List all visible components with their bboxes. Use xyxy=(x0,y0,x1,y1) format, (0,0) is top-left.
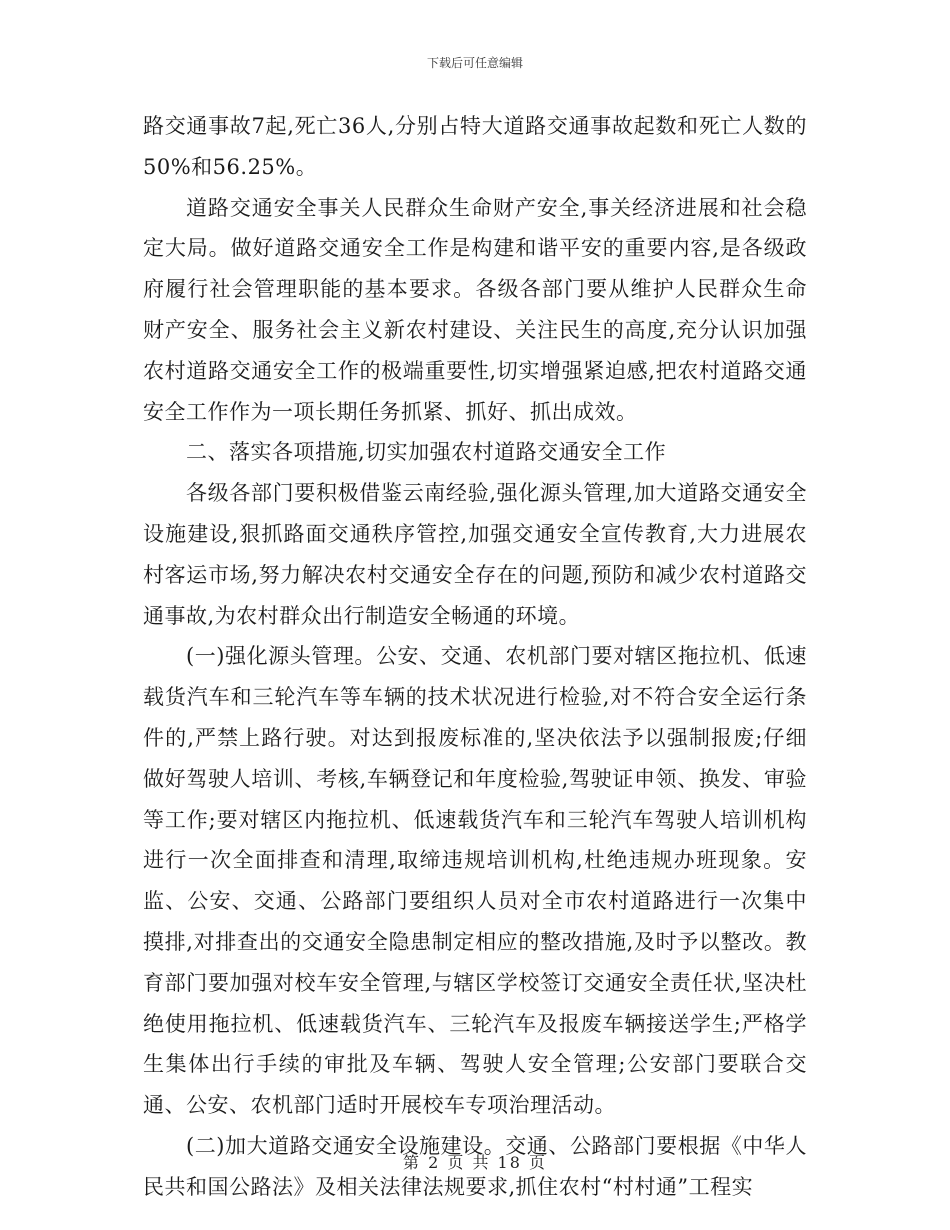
paragraph: 道路交通安全事关人民群众生命财产安全,事关经济进展和社会稳定大局。做好道路交通安全工作是构建和谐平安的重要内容,是各级政府履行社会管理职能的基本要求。各级各部门要从维护人民群众生命财产安全、服务社会主义新农村建设、关注民生的高度,充分认识加强农村道路交通安全工作的极端重要性,切实增强紧迫感,把农村道路交通安全工作作为一项长期任务抓紧、抓好、抓出成效。 xyxy=(143,195,807,424)
section-heading: 二、落实各项措施,切实加强农村道路交通安全工作 xyxy=(186,440,667,465)
paragraph: (二)加大道路交通安全设施建设。交通、公路部门要根据《中华人民共和国公路法》及相关法律法规要求,抓住农村“村村通”工程实 xyxy=(143,1133,807,1199)
paragraph: (一)强化源头管理。公安、交通、农机部门要对辖区拖拉机、低速载货汽车和三轮汽车等车辆的技术状况进行检验,对不符合安全运行条件的,严禁上路行驶。对达到报废标准的,坚决依法予以强制报废;仔细做好驾驶人培训、考核,车辆登记和年度检验,驾驶证申领、换发、审验等工作;要对辖区内拖拉机、低速载货汽车和三轮汽车驾驶人培训机构进行一次全面排查和清理,取缔违规培训机构,杜绝违规办班现象。安监、公安、交通、公路部门要组织人员对全市农村道路进行一次集中摸排,对排查出的交通安全隐患制定相应的整改措施,及时予以整改。教育部门要加强对校车安全管理,与辖区学校签订交通安全责任状,坚决杜绝使用拖拉机、低速载货汽车、三轮汽车及报废车辆接送学生;严格学生集体出行手续的审批及车辆、驾驶人安全管理;公安部门要联合交通、公安、农机部门适时开展校车专项治理活动。 xyxy=(143,644,807,1118)
page-header: 下载后可任意编辑 xyxy=(426,56,523,70)
page-number: 第 2 页 共 18 页 xyxy=(403,1153,547,1172)
paragraph-continued: 路交通事故7起,死亡36人,分别占特大道路交通事故起数和死亡人数的50%和56.25%。 xyxy=(143,114,807,179)
document-body xyxy=(143,106,807,1208)
paragraph: 各级各部门要积极借鉴云南经验,强化源头管理,加大道路交通安全设施建设,狠抓路面交通秩序管控,加强交通安全宣传教育,大力进展农村客运市场,努力解决农村交通安全存在的问题,预防和减少农村道路交通事故,为农村群众出行制造安全畅通的环境。 xyxy=(143,481,807,628)
